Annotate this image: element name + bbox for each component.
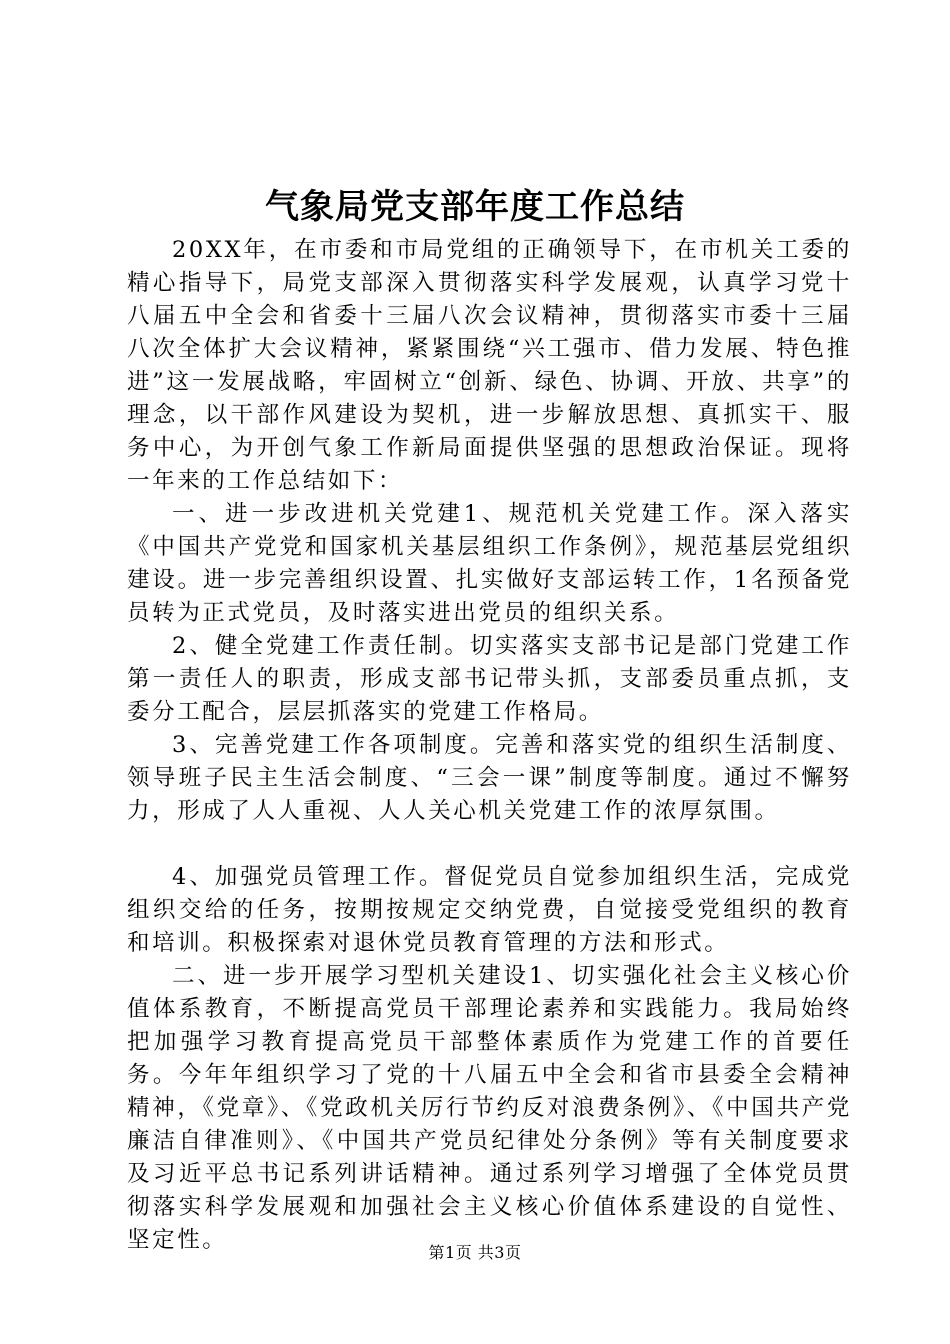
paragraph-section-1: 一、进一步改进机关党建1、规范机关党建工作。深入落实《中国共产党党和国家机关基层组织工作条例》，规范基层党组织建设。进一步完善组织设置、扎实做好支部运转工作，1名预备党员转为正式党员，及时落实进出党员的组织关系。 xyxy=(127,501,852,626)
paragraph-item-3: 3、完善党建工作各项制度。完善和落实党的组织生活制度、领导班子民主生活会制度、“三会一课”制度等制度。通过不懈努力，形成了人人重视、人人关心机关党建工作的浓厚氛围。 xyxy=(127,732,852,824)
paragraph-item-2: 2、健全党建工作责任制。切实落实支部书记是部门党建工作第一责任人的职责，形成支部书记带头抓，支部委员重点抓，支委分工配合，层层抓落实的党建工作格局。 xyxy=(127,633,852,725)
paragraph-intro: 20XX年，在市委和市局党组的正确领导下，在市机关工委的精心指导下，局党支部深入贯彻落实科学发展观，认真学习党十八届五中全会和省委十三届八次会议精神，贯彻落实市委十三届八次全体扩大会议精神，紧紧围绕“兴工强市、借力发展、特色推进”这一发展战略，牢固树立“创新、绿色、协调、开放、共享”的理念，以干部作风建设为契机，进一步解放思想、真抓实干、服务中心，为开创气象工作新局面提供坚强的思想政治保证。现将一年来的工作总结如下： xyxy=(127,237,852,494)
paragraph-item-4: 4、加强党员管理工作。督促党员自觉参加组织生活，完成党组织交给的任务，按期按规定交纳党费，自觉接受党组织的教育和培训。积极探索对退休党员教育管理的方法和形式。 xyxy=(127,864,852,956)
paragraph-section-2: 二、进一步开展学习型机关建设1、切实强化社会主义核心价值体系教育，不断提高党员干部理论素养和实践能力。我局始终把加强学习教育提高党员干部整体素质作为党建工作的首要任务。今年年组织学习了党的十八届五中全会和省市县委全会精神精神，《党章》、《党政机关厉行节约反对浪费条例》、《中国共产党廉洁自律准则》、《中国共产党员纪律处分条例》等有关制度要求及习近平总书记系列讲话精神。通过系列学习增强了全体党员贯彻落实科学发展观和加强社会主义核心价值体系建设的自觉性、坚定性。 xyxy=(127,963,852,1253)
document-title: 气象局党支部年度工作总结 xyxy=(265,187,685,227)
page-footer: 第1页 共3页 xyxy=(428,1243,522,1262)
document-body xyxy=(127,234,852,1257)
